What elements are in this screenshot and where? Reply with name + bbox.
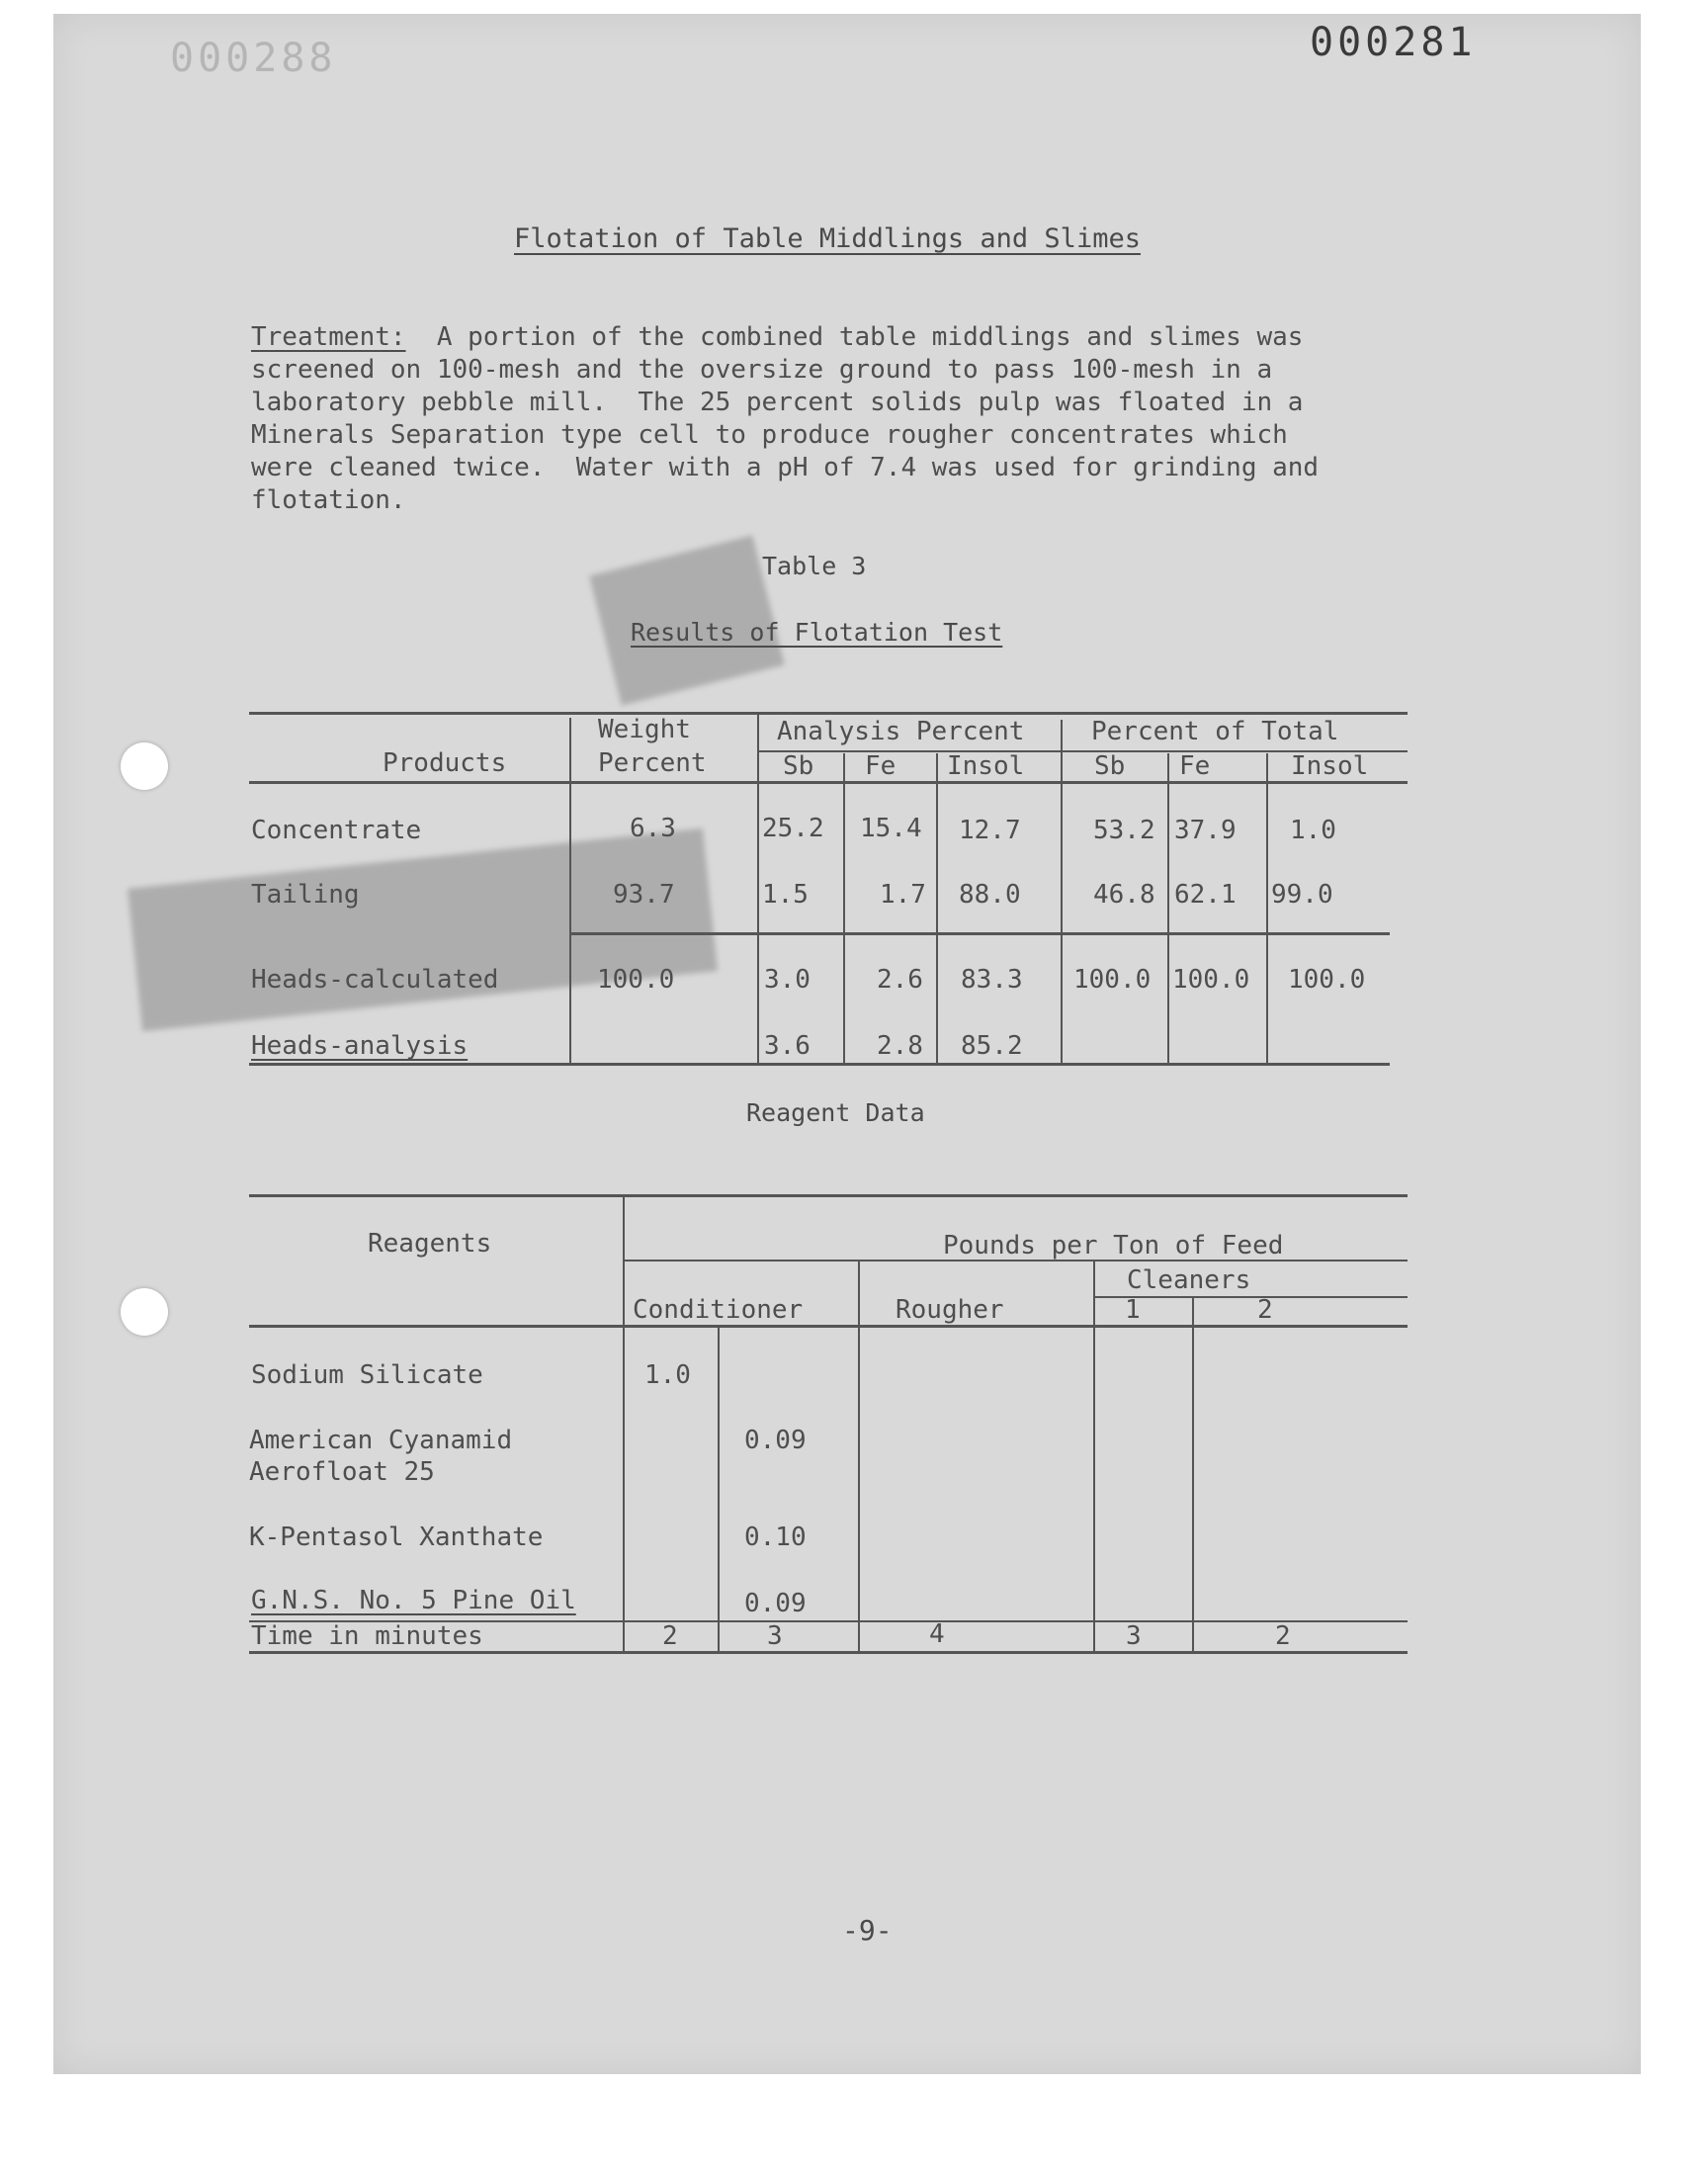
- table-number: Table 3: [762, 552, 867, 580]
- header-cleaner-1: 1: [1125, 1295, 1141, 1325]
- treatment-line-3: laboratory pebble mill. The 25 percent solids pulp was floated in a: [251, 388, 1304, 417]
- header-analysis-fe: Fe: [865, 751, 897, 781]
- reagent-conditioner-b: 0.09: [744, 1589, 807, 1618]
- header-analysis-percent: Analysis Percent: [777, 717, 1025, 746]
- header-total-fe: Fe: [1179, 751, 1211, 781]
- reagent-conditioner-b: 0.10: [744, 1522, 807, 1552]
- time-label: Time in minutes: [251, 1621, 483, 1651]
- reagent-conditioner-b: 0.09: [744, 1426, 807, 1455]
- punch-hole-bottom: [121, 1288, 168, 1336]
- page-stamp: 000281: [1310, 20, 1477, 65]
- row-analysis-insol: 88.0: [959, 880, 1021, 910]
- reagent-name-line-2: Aerofloat 25: [249, 1457, 435, 1487]
- page-title: Flotation of Table Middlings and Slimes: [514, 223, 1141, 254]
- ghost-page-stamp: 000288: [170, 36, 337, 81]
- row-analysis-fe: 2.6: [877, 965, 923, 995]
- header-conditioner: Conditioner: [633, 1295, 804, 1325]
- header-pounds-per-ton: Pounds per Ton of Feed: [943, 1231, 1284, 1261]
- page-number: -9-: [842, 1914, 893, 1947]
- row-weight: 6.3: [630, 814, 676, 843]
- table-caption: Results of Flotation Test: [631, 618, 1003, 647]
- row-analysis-insol: 85.2: [961, 1031, 1023, 1061]
- header-percent-of-total: Percent of Total: [1091, 717, 1339, 746]
- header-products: Products: [383, 748, 507, 778]
- row-analysis-sb: 3.0: [764, 965, 811, 995]
- row-analysis-sb: 1.5: [762, 880, 809, 910]
- header-analysis-sb: Sb: [783, 751, 814, 781]
- reagent-caption: Reagent Data: [746, 1098, 925, 1127]
- time-rougher: 4: [929, 1619, 945, 1649]
- row-product: Heads-calculated: [251, 965, 499, 995]
- row-analysis-insol: 12.7: [959, 816, 1021, 845]
- row-product: Tailing: [251, 880, 360, 910]
- row-total-fe: 100.0: [1172, 965, 1250, 995]
- row-analysis-sb: 3.6: [764, 1031, 811, 1061]
- time-cleaner-1: 3: [1126, 1621, 1142, 1651]
- row-analysis-fe: 1.7: [880, 880, 926, 910]
- treatment-line-1: A portion of the combined table middlings and slimes was: [405, 322, 1304, 352]
- row-analysis-insol: 83.3: [961, 965, 1023, 995]
- reagent-name: K-Pentasol Xanthate: [249, 1522, 544, 1552]
- reagent-name: G.N.S. No. 5 Pine Oil: [251, 1586, 576, 1615]
- row-product: Concentrate: [251, 816, 422, 845]
- header-percent: Percent: [598, 748, 707, 778]
- row-analysis-fe: 15.4: [860, 814, 922, 843]
- punch-hole-top: [121, 742, 168, 790]
- row-total-insol: 100.0: [1288, 965, 1366, 995]
- header-rougher: Rougher: [896, 1295, 1004, 1325]
- row-total-insol: 99.0: [1271, 880, 1333, 910]
- reagent-conditioner-a: 1.0: [644, 1360, 691, 1390]
- reagent-name: American Cyanamid: [249, 1426, 513, 1455]
- row-total-insol: 1.0: [1290, 816, 1336, 845]
- row-weight: 93.7: [613, 880, 675, 910]
- treatment-line-6: flotation.: [251, 485, 406, 515]
- header-total-sb: Sb: [1094, 751, 1126, 781]
- header-cleaner-2: 2: [1257, 1295, 1273, 1325]
- row-total-sb: 100.0: [1073, 965, 1152, 995]
- treatment-label: Treatment:: [251, 322, 406, 352]
- row-analysis-sb: 25.2: [762, 814, 824, 843]
- row-total-sb: 46.8: [1093, 880, 1155, 910]
- time-conditioner-b: 3: [767, 1621, 783, 1651]
- treatment-line-4: Minerals Separation type cell to produce rougher concentrates which: [251, 420, 1288, 450]
- header-weight: Weight: [598, 715, 691, 744]
- header-analysis-insol: Insol: [947, 751, 1025, 781]
- row-weight: 100.0: [597, 965, 675, 995]
- reagent-name: Sodium Silicate: [251, 1360, 483, 1390]
- time-cleaner-2: 2: [1275, 1621, 1291, 1651]
- row-total-sb: 53.2: [1093, 816, 1155, 845]
- header-cleaners: Cleaners: [1127, 1265, 1251, 1295]
- row-total-fe: 37.9: [1174, 816, 1237, 845]
- row-product: Heads-analysis: [251, 1031, 469, 1061]
- treatment-line-2: screened on 100-mesh and the oversize ground to pass 100-mesh in a: [251, 355, 1273, 385]
- row-analysis-fe: 2.8: [877, 1031, 923, 1061]
- time-conditioner-a: 2: [662, 1621, 678, 1651]
- treatment-paragraph: [251, 321, 1319, 517]
- treatment-line-5: were cleaned twice. Water with a pH of 7.4 was used for grinding and: [251, 453, 1320, 482]
- header-total-insol: Insol: [1291, 751, 1369, 781]
- row-total-fe: 62.1: [1174, 880, 1237, 910]
- header-reagents: Reagents: [368, 1229, 492, 1259]
